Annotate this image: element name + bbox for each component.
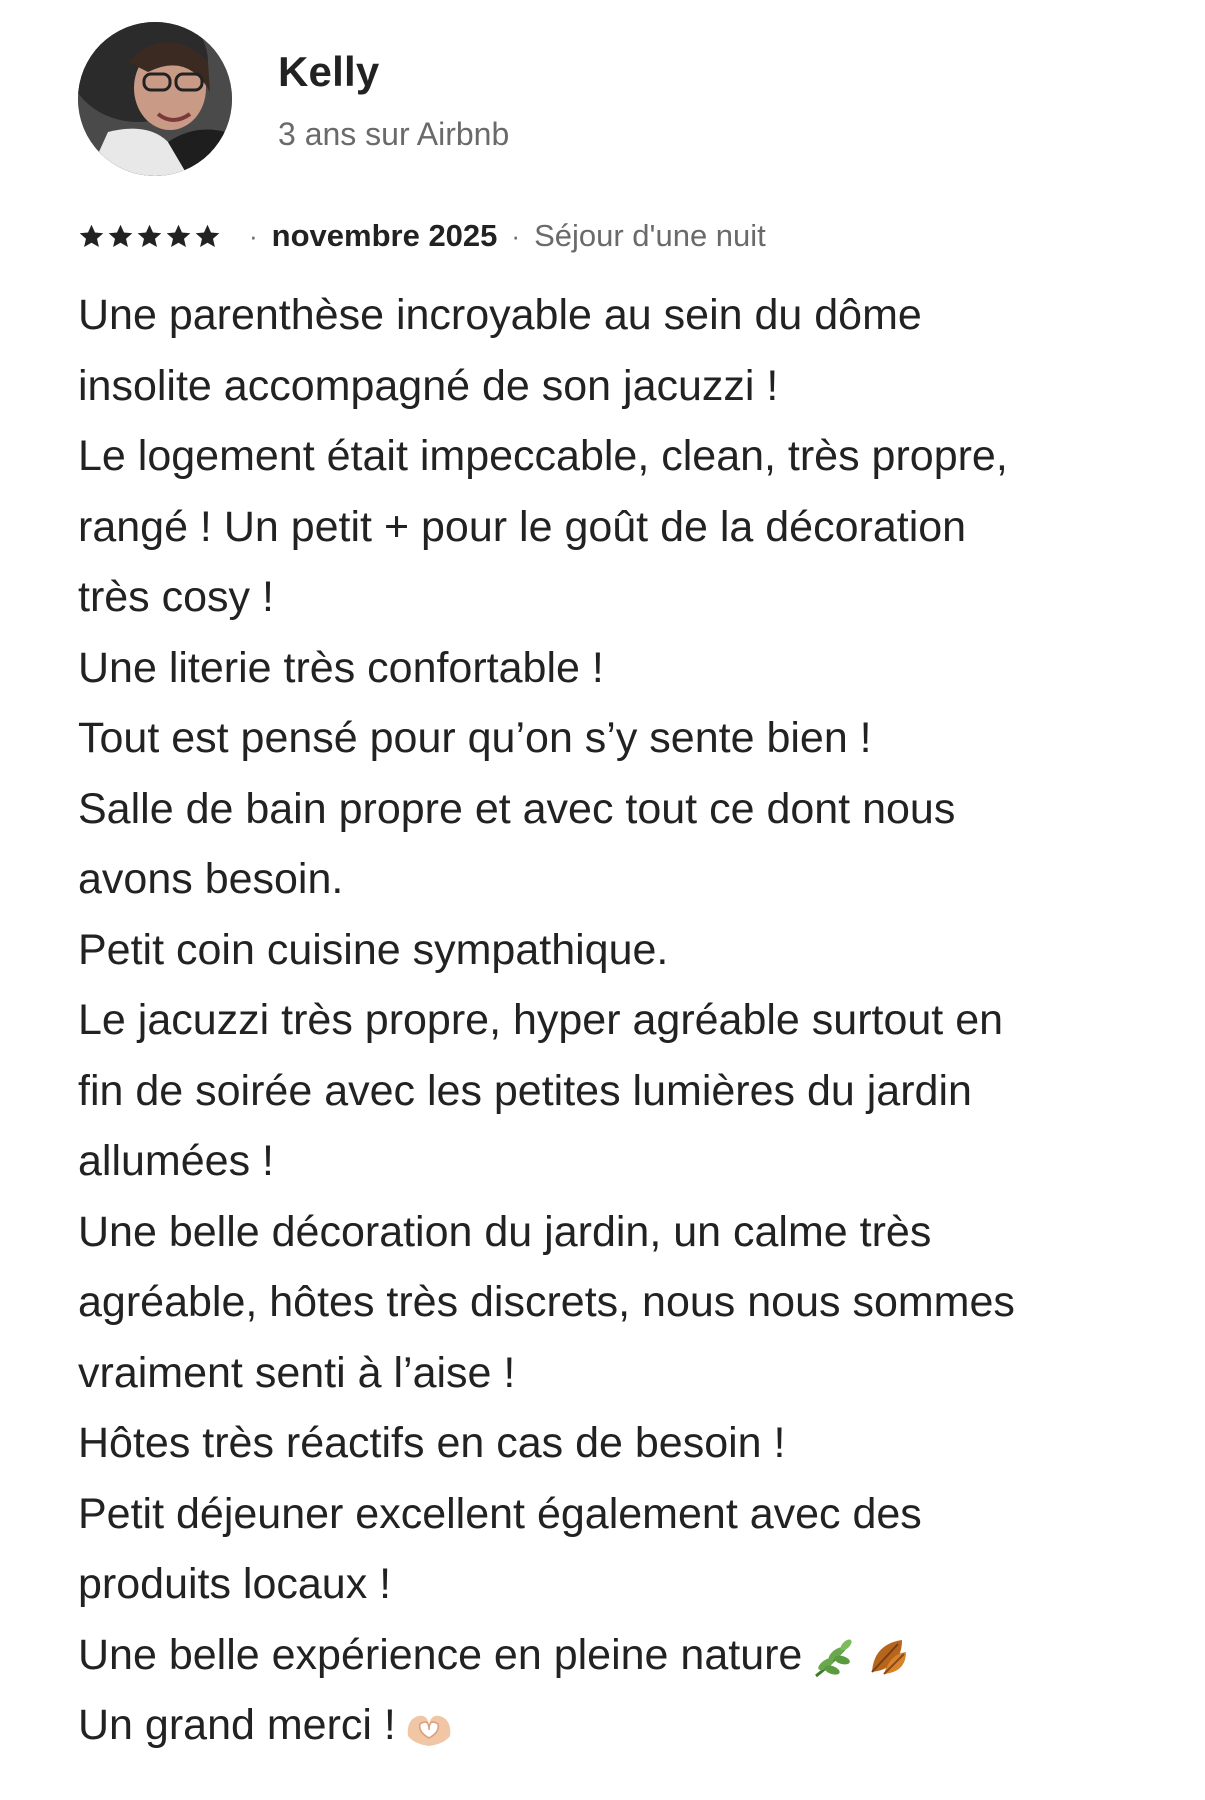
review-line: rangé ! Un petit + pour le goût de la décoration: [78, 502, 967, 551]
review-line-text: Un grand merci !: [78, 1701, 396, 1749]
review-line: Une belle décoration du jardin, un calme très: [78, 1207, 932, 1256]
review-line: Hôtes très réactifs en cas de besoin !: [78, 1419, 786, 1467]
review-line: Petit coin cuisine sympathique.: [78, 925, 669, 974]
review-line: Le logement était impeccable, clean, très propre,: [78, 432, 1008, 480]
heart-hands-icon: [404, 1706, 454, 1750]
meta-separator: ·: [511, 220, 521, 251]
review-line-nature: [78, 1620, 1138, 1691]
review-date: novembre 2025: [271, 218, 498, 253]
review-line-thanks: [78, 1690, 1138, 1761]
review-text: [78, 280, 1138, 1761]
star-icon: [165, 223, 192, 250]
star-icon: [136, 223, 163, 250]
reviewer-tenure: 3 ans sur Airbnb: [278, 116, 510, 152]
review-line: très cosy !: [78, 573, 274, 621]
avatar[interactable]: [78, 22, 232, 176]
star-rating: [78, 223, 221, 250]
review-line: Salle de bain propre et avec tout ce dont nous: [78, 784, 956, 833]
meta-separator: ·: [249, 220, 258, 251]
review-line: vraiment senti à l’aise !: [78, 1348, 516, 1397]
review-line: insolite accompagné de son jacuzzi !: [78, 361, 779, 410]
star-icon: [107, 223, 134, 250]
review-line: Une literie très confortable !: [78, 643, 604, 692]
review-line: produits locaux !: [78, 1560, 392, 1608]
review-meta: [78, 218, 766, 254]
herb-icon: [810, 1634, 856, 1680]
reviewer-name[interactable]: Kelly: [278, 48, 380, 95]
review-line: agréable, hôtes très discrets, nous nous sommes: [78, 1278, 1015, 1326]
review-line: Petit déjeuner excellent également avec des: [78, 1489, 922, 1538]
star-icon: [194, 223, 221, 250]
review-line: avons besoin.: [78, 855, 344, 903]
review-line: Tout est pensé pour qu’on s’y sente bien !: [78, 714, 872, 762]
review-line: Le jacuzzi très propre, hyper agréable surtout en: [78, 996, 1004, 1044]
stay-type: Séjour d'une nuit: [534, 218, 766, 253]
star-icon: [78, 223, 105, 250]
review-line: fin de soirée avec les petites lumières du jardin: [78, 1066, 972, 1115]
review-line: allumées !: [78, 1137, 274, 1185]
review-line: Une parenthèse incroyable au sein du dôme: [78, 291, 922, 339]
fallen-leaf-icon: [864, 1634, 910, 1680]
review-line-text: Une belle expérience en pleine nature: [78, 1630, 803, 1679]
